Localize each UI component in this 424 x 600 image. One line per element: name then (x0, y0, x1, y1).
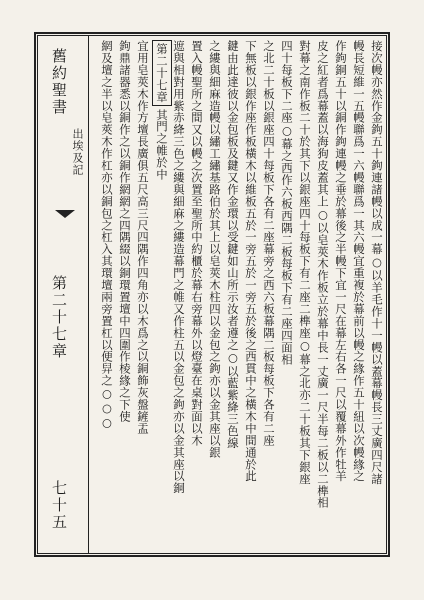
text-column: 遮與相對用紫赤絳三色之縷與細麻之縷造幕門之帷又作柱五以金包之鉤亦以金其座以銅 (172, 40, 186, 495)
text-column: 接次幔亦然作金鉤五十鉤連諸幔以成一幕○以羊毛作十一幔以蓋幕幔長三丈廣四尺諸 (370, 40, 384, 485)
page-number: 七十五 (50, 480, 68, 531)
text-column: 對幕之南作板二十於其下以銀座四十每板下有二座二榫座○幕之北亦二十板其下銀座 (298, 40, 312, 485)
text-column: 置入幔聖所之間又以幔之次置至聖所中約櫃於幕右旁幕外以燈臺在桌對面以木 (190, 40, 204, 447)
text-column: 下無板以銀作座作板橫木以維板五於一旁五於一旁五於後之西貫中之橫木中間通於此 (244, 40, 258, 483)
text-column: 皮之紅者爲幕蓋以海狗皮蓋其上○以皂莢木作板立於幕中長一丈廣一尺半每二板以二榫相 (316, 40, 330, 509)
book-subtitle: 出埃及記 (71, 128, 84, 176)
text-column: 鍵由此達彼以金包板及鍵又作金環以受鍵如山所示汝者遵之○以藍紫絳三色線 (226, 40, 240, 449)
text-column: 之縷與細麻造幔以繡工繡基路伯於其上以皂莢木柱四以金包之鉤亦以金其座以銀 (208, 40, 222, 459)
text-column-part: 其門之帷於中 (155, 108, 169, 181)
book-title: 舊約聖書 (50, 48, 68, 116)
text-column: 網及壇之半以皂莢木作杠亦以銅包之杠入其環壇兩旁置杠以便舁之○○○ (100, 40, 114, 431)
text-column: 鉤鼎諸器悉以銅作之以銅作網網之四隅綴以銅環置壇中四圍作棱緣之下使 (118, 40, 132, 423)
section-header: 第二十七章 (152, 40, 172, 106)
text-column (152, 40, 172, 548)
text-column: 幔長短維一五幔聯爲一六幔聯爲一其六幔宜重複於幕前以幔之緣作五十紐以次幔緣之 (352, 40, 366, 483)
fish-tail-mark (55, 210, 75, 218)
text-column: 四十每板下二座○幕之西作六板西隅二板每板下有二座四面相 (280, 40, 294, 366)
chapter-label: 第二十七章 (50, 275, 68, 360)
text-column: 之北二十板以銀座四十每板下各有二座幕旁之西六板幕隅二板每板下各有二座 (262, 40, 276, 447)
text-column: 宜用皂莢木作方壇長廣俱五尺高三尺四隅作四角亦以木爲之以銅飾灰盤鏟盂 (136, 40, 150, 435)
text-column: 作鉤銅五十以銅作鉤連幔之垂於幕後之半幔下宜一尺在幕左右各一尺以覆幕外作牡羊 (334, 40, 348, 483)
